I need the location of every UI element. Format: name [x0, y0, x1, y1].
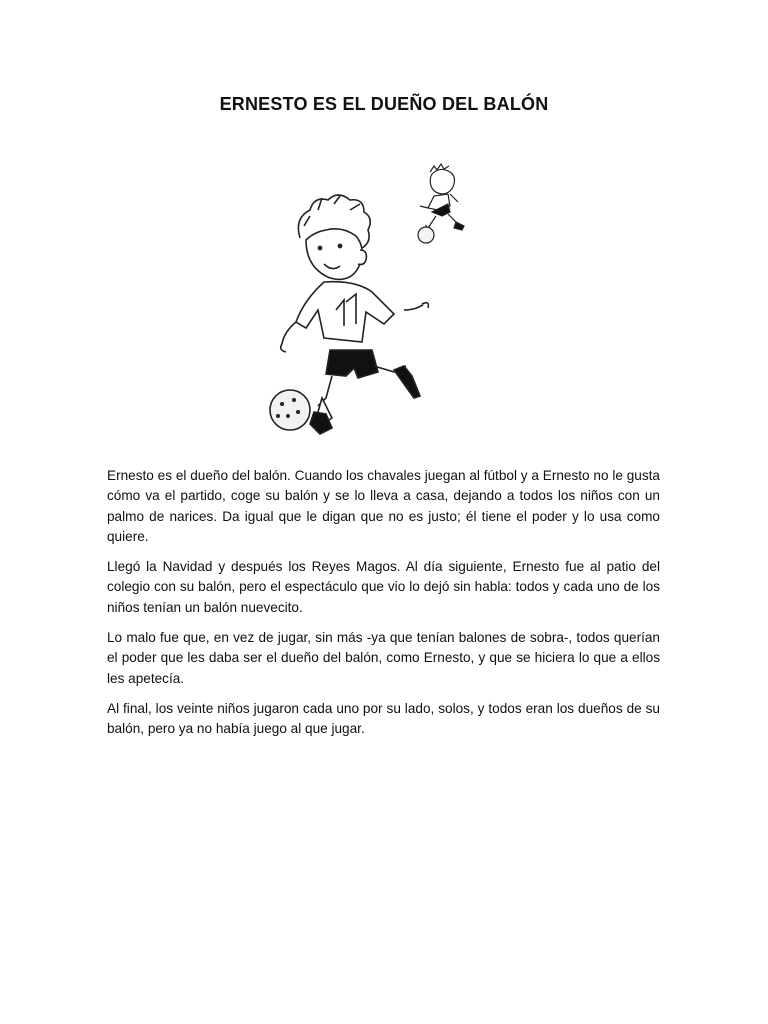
small-boy-figure — [418, 164, 464, 243]
paragraph-1: Ernesto es el dueño del balón. Cuando los chavales juegan al fútbol y a Ernesto no le gusta cómo va el partido, coge su balón y se lo lleva a casa, dejando a todos los niños con un palmo de narices. Da igual que le digan que no es justo; él tiene el poder y lo usa como quiere. — [107, 468, 660, 544]
paragraph-4: Al final, los veinte niños jugaron cada uno por su lado, solos, y todos eran los dueños de su balón, pero ya no había juego al que jugar. — [107, 700, 660, 737]
paragraph-3: Lo malo fue que, en vez de jugar, sin más -ya que tenían balones de sobra-, todos querían el poder que les daba ser el dueño del balón, como Ernesto, y que se hiciera lo que a ellos les apetecía. — [107, 630, 660, 686]
large-boy-figure — [270, 195, 428, 434]
paragraph-2: Llegó la Navidad y después los Reyes Magos. Al día siguiente, Ernesto fue al patio del colegio con su balón, pero el espectáculo que vio lo dejó sin habla: todos y cada uno de los niños tenían un balón nuevecito. — [107, 559, 660, 615]
document-title: ERNESTO ES EL DUEÑO DEL BALÓN — [219, 94, 549, 114]
story-body — [107, 466, 660, 750]
soccer-children-icon — [262, 160, 492, 440]
